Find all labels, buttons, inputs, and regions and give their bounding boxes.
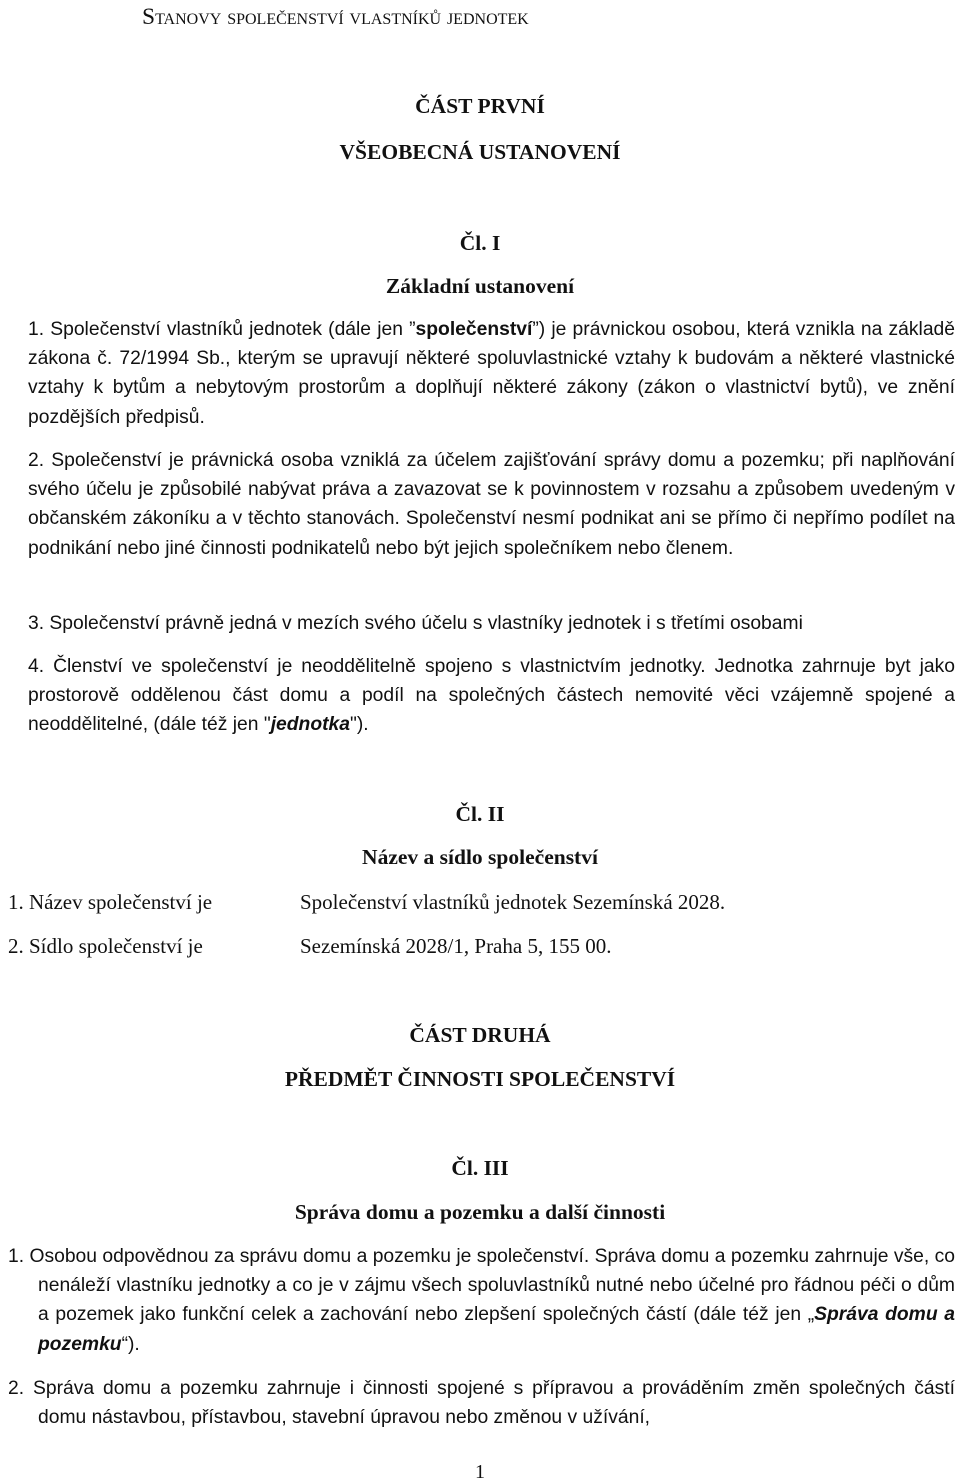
article-3-number: Čl. III bbox=[451, 1156, 509, 1180]
document-title: Stanovy společenství vlastníků jednotek bbox=[142, 4, 529, 30]
article-1-paragraph-1 bbox=[28, 315, 955, 432]
text-run: ”) je právnickou osobou, která vznikla na základě zákona č. 72/1994 Sb., kterým se upravují některé spoluvlastnické vztahy k budovám a některé vlastnické vztahy k bytům a nebytovým prostorům a doplňují některé zákony (zákon o vlastnictví bytů), ve znění pozdějších předpisů. bbox=[28, 319, 955, 428]
text-run: “). bbox=[121, 1333, 140, 1355]
part-two-heading: ČÁST DRUHÁ bbox=[409, 1023, 551, 1047]
part-one-heading: ČÁST PRVNÍ bbox=[415, 94, 545, 118]
article-1-paragraph-4 bbox=[28, 652, 955, 740]
page-number: 1 bbox=[475, 1461, 485, 1483]
defined-term: společenství bbox=[415, 319, 533, 340]
part-two-subheading: PŘEDMĚT ČINNOSTI SPOLEČENSTVÍ bbox=[284, 1067, 676, 1091]
text-run: 1. Osobou odpovědnou za správu domu a pozemku je společenství. Správa domu a pozemku zahrnuje vše, co nenáleží vlastníku jednotky a co je v zájmu všech spoluvlastníků nutné nebo účelné pro řádnou péči o dům a pozemek jako funkční celek a zachování nebo zlepšení společných částí (dále též jen „ bbox=[8, 1246, 955, 1326]
text-run: 1. Společenství vlastníků jednotek (dále jen ” bbox=[28, 319, 416, 340]
article-1-title: Základní ustanovení bbox=[385, 274, 575, 298]
seat-value: Sezemínská 2028/1, Praha 5, 155 00. bbox=[300, 934, 612, 958]
part-one-subheading: VŠEOBECNÁ USTANOVENÍ bbox=[339, 140, 621, 164]
article-3-paragraph-2: 2. Správa domu a pozemku zahrnuje i činnosti spojené s přípravou a prováděním změn společných částí domu nástavbou, přístavbou, stavební úpravou nebo změnou v užívání, bbox=[8, 1378, 955, 1429]
name-value: Společenství vlastníků jednotek Sezemínská 2028. bbox=[300, 890, 726, 914]
seat-row bbox=[8, 932, 611, 960]
article-1-paragraph-2: 2. Společenství je právnická osoba vzniklá za účelem zajišťování správy domu a pozemku; při naplňování svého účelu je způsobilé nabývat práva a zavazovat se k povinnostem v rozsahu a způsobem uvedeným v občanském zákoníku a v těchto stanovách. Společenství nesmí podnikat ani se přímo či nepřímo podílet na podnikání nebo jiné činnosti podnikatelů nebo být jejich společníkem nebo členem. bbox=[28, 450, 955, 559]
seat-label: 2. Sídlo společenství je bbox=[8, 934, 203, 958]
name-label: 1. Název společenství je bbox=[8, 890, 213, 914]
article-2-title: Název a sídlo společenství bbox=[362, 845, 598, 869]
article-3-paragraph-1 bbox=[8, 1242, 955, 1359]
article-1-paragraph-3: 3. Společenství právně jedná v mezích svého účelu s vlastníky jednotek i s třetími osobami bbox=[28, 613, 803, 634]
article-2-number: Čl. II bbox=[455, 802, 505, 826]
text-run: 4. Členství ve společenství je neoddělitelně spojeno s vlastnictvím jednotky. Jednotka zahrnuje byt jako prostorově oddělenou část domu a podíl na společných částech nemovité věci vzájemně spojené a neoddělitelné, (dále též jen " bbox=[28, 656, 955, 736]
defined-term: jednotka bbox=[270, 714, 350, 736]
defined-term: Správa domu a pozemku bbox=[38, 1304, 955, 1355]
text-run: "). bbox=[349, 714, 369, 736]
name-row bbox=[8, 888, 725, 916]
article-1-number: Čl. I bbox=[459, 231, 501, 255]
article-3-title: Správa domu a pozemku a další činnosti bbox=[294, 1200, 666, 1224]
